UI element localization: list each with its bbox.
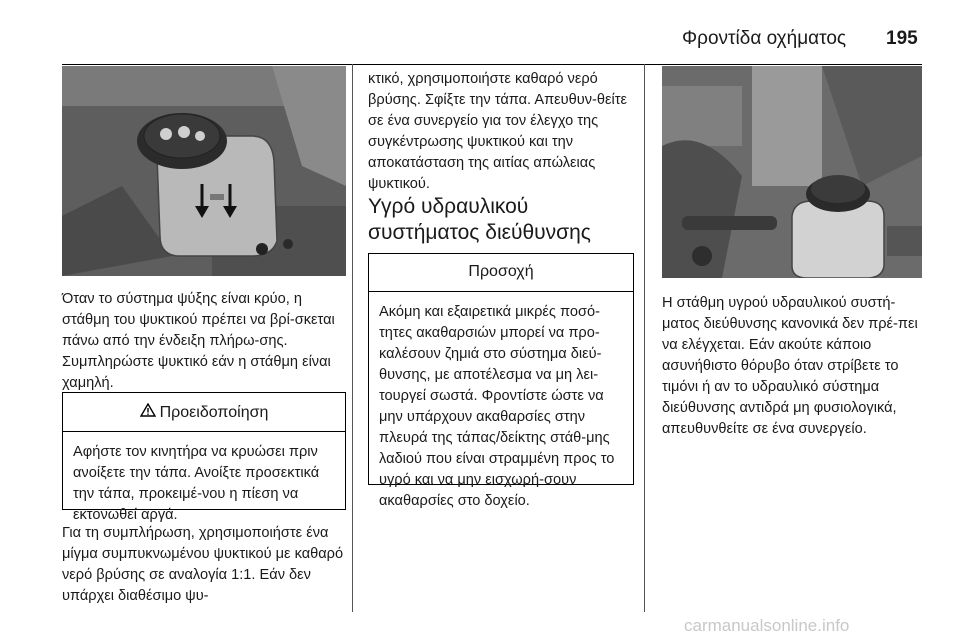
section-heading-power-steering [368,194,640,246]
section-heading-line2: συστήματος διεύθυνσης [368,221,591,244]
coolant-continuation-paragraph [368,69,640,195]
column-divider-left [352,64,353,612]
warning-header [63,393,345,432]
section-heading-line1: Υγρό υδραυλικού [368,195,529,218]
caution-text: Ακόμη και εξαιρετικά μικρές ποσό-τητες ακαθαρσιών μπορεί να προ-καλέσουν ζημιά στο σύστημα διεύ-θυνσης, με αποτέλεσμα να μη λει-τουργεί σωστά. Φροντίστε ώστε να μην υπάρχουν ακαθαρσίες στην πλευρά της τάπας/δείκτης στάθ-μης λαδιού που είναι στραμμένη προς το υγρό και να μην εισχωρή-σουν ακαθαρσίες στο δοχείο. [379,304,615,509]
caution-box [368,253,634,509]
page-number: 195 [886,28,918,49]
power-steering-paragraph [662,293,928,440]
warning-box [62,392,346,523]
coolant-reservoir-illustration [62,66,346,276]
page-title: Φροντίδα οχήματος [682,28,847,49]
coolant-fill-text: Για τη συμπλήρωση, χρησιμοποιήστε ένα μίγμα συμπυκνωμένου ψυκτικού με καθαρό νερό βρύσης σε αναλογία 1:1. Εάν δεν υπάρχει διαθέσιμο ψυ- [62,525,344,604]
coolant-level-paragraph [62,289,348,394]
page-header [0,28,960,58]
warning-title: Προειδοποίηση [159,404,269,421]
caution-header: Προσοχή [369,254,633,292]
coolant-fill-paragraph [62,523,348,607]
coolant-reservoir-photo [62,66,346,276]
coolant-level-text: Όταν το σύστημα ψύξης είναι κρύο, η στάθμη του ψυκτικού πρέπει να βρί-σκεται πάνω από την ένδειξη πλήρω-σης. Συμπληρώστε ψυκτικό εάν η στάθμη είναι χαμηλή. [62,291,335,391]
coolant-continuation-text: κτικό, χρησιμοποιήστε καθαρό νερό βρύσης. Σφίξτε την τάπα. Απευθυν-θείτε σε ένα συνεργείο για τον έλεγχο της συγκέντρωσης ψυκτικού και την αποκατάσταση της αιτίας απώλειας ψυκτικού. [368,71,628,192]
power-steering-text: Η στάθμη υγρού υδραυλικού συστή-ματος διεύθυνσης κανονικά δεν πρέ-πει να ελέγχεται. Εάν ακούτε κάποιο ασυνήθιστο θόρυβο όταν στρίβετε το τιμόνι ή αν το υδραυλικό σύστημα διεύθυνσης αντιδρά μη φυσιολογικά, απευθυνθείτε σε ένα συνεργείο. [662,295,918,437]
warning-triangle-icon [140,403,156,423]
power-steering-reservoir-photo [662,66,922,278]
header-divider [62,64,922,65]
watermark: carmanualsonline.info [684,616,850,635]
warning-text: Αφήστε τον κινητήρα να κρυώσει πριν ανοίξετε την τάπα. Ανοίξτε προσεκτικά την τάπα, προκειμέ-νου η πίεση να εκτονωθεί αργά. [73,444,320,523]
power-steering-reservoir-illustration [662,66,922,278]
column-divider-right [644,64,645,612]
